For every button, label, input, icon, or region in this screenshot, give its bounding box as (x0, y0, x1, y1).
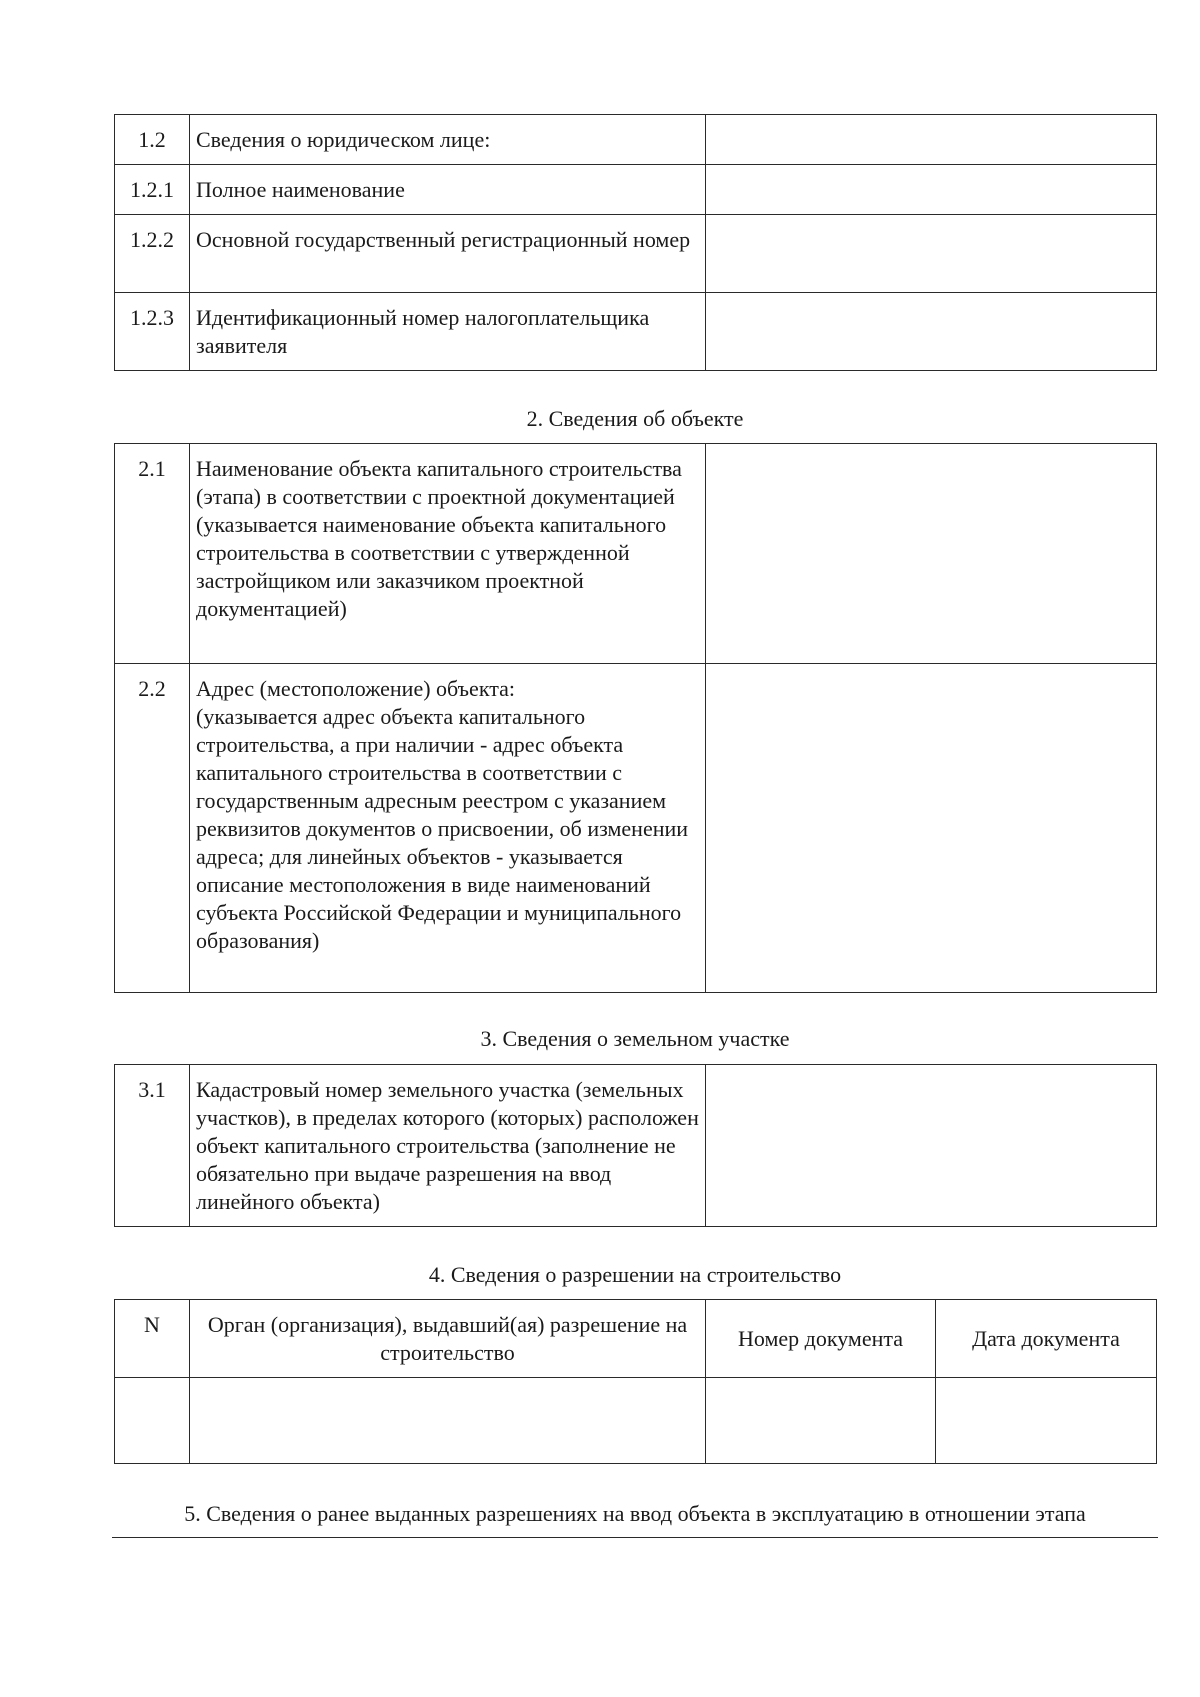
table-row (115, 215, 1157, 293)
section-title: 3. Сведения о земельном участке (480, 1026, 790, 1051)
row-label: Основной государственный регистрационный номер (190, 215, 706, 293)
row-label-cell (190, 664, 706, 993)
row-number: 1.2.1 (115, 165, 190, 215)
object-info-table (114, 443, 1157, 993)
section-title: 5. Сведения о ранее выданных разрешениях на ввод объекта в эксплуатацию в отношении этапа (112, 1500, 1158, 1538)
section-title: 2. Сведения об объекте (526, 406, 744, 431)
row-label: Адрес (местоположение) объекта: (196, 676, 515, 701)
column-header-n: N (115, 1300, 190, 1378)
permit-table (114, 1299, 1157, 1464)
value-cell[interactable] (706, 1065, 1157, 1227)
row-label: Полное наименование (190, 165, 706, 215)
value-cell[interactable] (706, 165, 1157, 215)
row-label: Сведения о юридическом лице: (190, 115, 706, 165)
land-plot-table (114, 1064, 1157, 1227)
value-cell[interactable] (706, 215, 1157, 293)
table-row (115, 1065, 1157, 1227)
legal-entity-table (114, 114, 1157, 371)
row-label: Наименование объекта капитального строительства (этапа) в соответствии с проектной документацией (196, 456, 682, 509)
row-label-cell (190, 444, 706, 664)
value-cell[interactable] (706, 444, 1157, 664)
cell-n[interactable] (115, 1378, 190, 1464)
row-label: Кадастровый номер земельного участка (земельных участков), в пределах которого (которых) расположен объект капитального строительства (заполнение не обязательно при выдаче разрешения на ввод линейного объекта) (190, 1065, 706, 1227)
section-title: 4. Сведения о разрешении на строительство (428, 1262, 842, 1287)
row-label: Идентификационный номер налогоплательщика заявителя (190, 293, 706, 371)
table-row (115, 444, 1157, 664)
cell-doc-date[interactable] (936, 1378, 1157, 1464)
column-header-doc-date: Дата документа (936, 1300, 1157, 1378)
table-row (115, 664, 1157, 993)
table-row (115, 293, 1157, 371)
row-note: (указывается наименование объекта капитального строительства в соответствии с утвержденной застройщиком или заказчиком проектной документацией) (196, 512, 667, 621)
cell-doc-number[interactable] (706, 1378, 936, 1464)
value-cell[interactable] (706, 664, 1157, 993)
table-header-row (115, 1300, 1157, 1378)
row-number: 2.2 (115, 664, 190, 993)
row-note: (указывается адрес объекта капитального строительства, а при наличии - адрес объекта капитального строительства в соответствии с государственным адресным реестром с указанием реквизитов документов о присвоении, об изменении адреса; для линейных объектов - указывается описание местоположения в виде наименований субъекта Российской Федерации и муниципального образования) (196, 704, 689, 953)
row-number: 2.1 (115, 444, 190, 664)
row-number: 1.2.2 (115, 215, 190, 293)
row-number: 3.1 (115, 1065, 190, 1227)
column-header-doc-number: Номер документа (706, 1300, 936, 1378)
value-cell[interactable] (706, 293, 1157, 371)
value-cell[interactable] (706, 115, 1157, 165)
row-number: 1.2.3 (115, 293, 190, 371)
cell-organ[interactable] (190, 1378, 706, 1464)
row-number: 1.2 (115, 115, 190, 165)
table-row (115, 1378, 1157, 1464)
table-row (115, 115, 1157, 165)
table-row (115, 165, 1157, 215)
column-header-organ: Орган (организация), выдавший(ая) разрешение на строительство (190, 1300, 706, 1378)
